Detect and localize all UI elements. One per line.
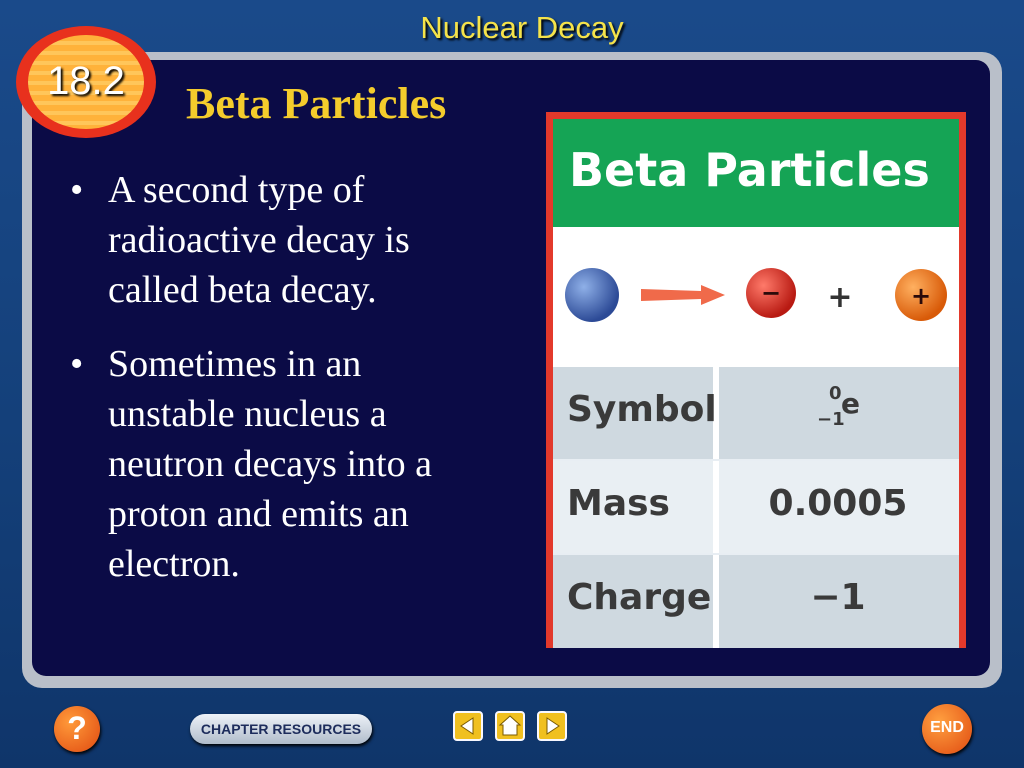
section-title: Nuclear Decay [420, 10, 624, 45]
home-button[interactable] [495, 711, 525, 741]
proton-sign: + [910, 282, 932, 310]
figure-title: Beta Particles [569, 143, 930, 197]
row-label: Charge [567, 577, 712, 618]
beta-symbol [817, 383, 877, 443]
plus-sign: + [827, 280, 853, 315]
figure-header [553, 119, 959, 227]
bullet-text: Sometimes in an unstable nucleus a neutron decays into a proton and emits an electron. [108, 343, 432, 585]
bullet-text: A second type of radioactive decay is called beta decay. [108, 169, 410, 311]
charge-number: −1 [817, 409, 845, 430]
section-badge [16, 26, 156, 138]
bullet-item: • Sometimes in an unstable nucleus a neutron decays into a proton and emits an electron. [70, 343, 432, 585]
decay-reaction [553, 227, 959, 367]
element-symbol: e [841, 387, 860, 420]
end-button[interactable] [922, 704, 972, 754]
right-arrow-icon [539, 713, 565, 739]
reaction-diagram [553, 227, 959, 367]
section-number: 18.2 [47, 59, 125, 103]
bullet-list [70, 165, 490, 613]
next-button[interactable] [537, 711, 567, 741]
neutron-icon [565, 268, 619, 322]
property-row-charge [553, 555, 959, 648]
chapter-resources-label: CHAPTER RESOURCES [200, 721, 362, 737]
bullet-item: • A second type of radioactive decay is called beta decay. [70, 169, 410, 311]
row-value: −1 [810, 577, 866, 618]
row-value: 0.0005 [768, 483, 908, 524]
left-arrow-icon [455, 713, 481, 739]
property-row-symbol [553, 367, 959, 459]
help-button[interactable] [54, 706, 100, 752]
row-label: Symbol [567, 389, 717, 430]
beta-particles-figure [546, 112, 966, 648]
chapter-resources-button[interactable] [190, 714, 372, 744]
help-icon: ? [67, 710, 87, 746]
end-label: END [930, 719, 964, 736]
arrow-icon [641, 285, 725, 305]
property-row-mass [553, 461, 959, 553]
row-label: Mass [567, 483, 670, 524]
electron-sign: − [760, 279, 782, 307]
slide-title: Beta Particles [186, 79, 447, 128]
mass-number: 0 [829, 383, 842, 404]
previous-button[interactable] [453, 711, 483, 741]
home-icon [497, 713, 523, 739]
